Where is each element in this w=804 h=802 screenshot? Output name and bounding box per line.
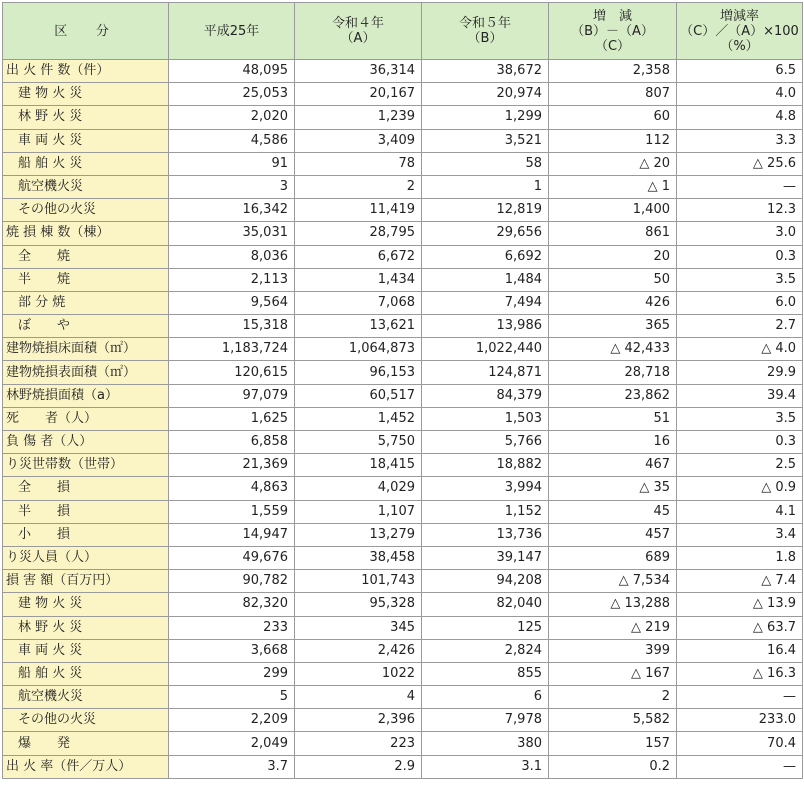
row-label: 半 焼 bbox=[3, 268, 169, 291]
value-cell: 689 bbox=[549, 546, 677, 569]
value-cell: 1,400 bbox=[549, 199, 677, 222]
table-row bbox=[3, 500, 803, 523]
header-r5: 令和５年 （B） bbox=[422, 3, 549, 60]
value-cell: △ 13.9 bbox=[677, 593, 803, 616]
value-cell: △ 219 bbox=[549, 616, 677, 639]
value-cell: 82,320 bbox=[169, 593, 295, 616]
row-label: 部 分 焼 bbox=[3, 291, 169, 314]
value-cell: 60 bbox=[549, 106, 677, 129]
value-cell: 2,426 bbox=[295, 639, 422, 662]
table-row bbox=[3, 83, 803, 106]
value-cell: 6.5 bbox=[677, 60, 803, 83]
value-cell: △ 4.0 bbox=[677, 338, 803, 361]
row-label: り災人員（人） bbox=[3, 546, 169, 569]
value-cell: 13,736 bbox=[422, 523, 549, 546]
header-change: 増 減 （B）－（A） （C） bbox=[549, 3, 677, 60]
row-label: 出 火 率（件／万人） bbox=[3, 755, 169, 778]
value-cell: 20,974 bbox=[422, 83, 549, 106]
value-cell: △ 63.7 bbox=[677, 616, 803, 639]
value-cell: 21,369 bbox=[169, 454, 295, 477]
header-row bbox=[3, 3, 803, 60]
value-cell: 18,882 bbox=[422, 454, 549, 477]
value-cell: 25,053 bbox=[169, 83, 295, 106]
table-row bbox=[3, 546, 803, 569]
table-row bbox=[3, 268, 803, 291]
value-cell: 120,615 bbox=[169, 361, 295, 384]
value-cell: 3.3 bbox=[677, 129, 803, 152]
value-cell: 1022 bbox=[295, 662, 422, 685]
value-cell: 13,986 bbox=[422, 315, 549, 338]
value-cell: 233.0 bbox=[677, 709, 803, 732]
table-row bbox=[3, 662, 803, 685]
header-h25: 平成25年 bbox=[169, 3, 295, 60]
value-cell: △ 25.6 bbox=[677, 152, 803, 175]
value-cell: 3.5 bbox=[677, 407, 803, 430]
value-cell: 49,676 bbox=[169, 546, 295, 569]
value-cell: 16,342 bbox=[169, 199, 295, 222]
row-label: その他の火災 bbox=[3, 709, 169, 732]
table-row bbox=[3, 338, 803, 361]
value-cell: 1,152 bbox=[422, 500, 549, 523]
row-label: 船 舶 火 災 bbox=[3, 662, 169, 685]
value-cell: 7,068 bbox=[295, 291, 422, 314]
value-cell: 36,314 bbox=[295, 60, 422, 83]
value-cell: 5,582 bbox=[549, 709, 677, 732]
value-cell: 58 bbox=[422, 152, 549, 175]
value-cell: 20,167 bbox=[295, 83, 422, 106]
value-cell: 2,020 bbox=[169, 106, 295, 129]
value-cell: △ 16.3 bbox=[677, 662, 803, 685]
value-cell: 5 bbox=[169, 686, 295, 709]
value-cell: 4,863 bbox=[169, 477, 295, 500]
table-row bbox=[3, 709, 803, 732]
row-label: 爆 発 bbox=[3, 732, 169, 755]
value-cell: 78 bbox=[295, 152, 422, 175]
value-cell: 2,049 bbox=[169, 732, 295, 755]
table-row bbox=[3, 570, 803, 593]
row-label: 航空機火災 bbox=[3, 686, 169, 709]
row-label: 負 傷 者（人） bbox=[3, 431, 169, 454]
value-cell: 14,947 bbox=[169, 523, 295, 546]
value-cell: 1,559 bbox=[169, 500, 295, 523]
value-cell: 807 bbox=[549, 83, 677, 106]
value-cell: 3,994 bbox=[422, 477, 549, 500]
table-row bbox=[3, 593, 803, 616]
value-cell: 39.4 bbox=[677, 384, 803, 407]
value-cell: 1,434 bbox=[295, 268, 422, 291]
table-row bbox=[3, 732, 803, 755]
table-row bbox=[3, 129, 803, 152]
value-cell: 6.0 bbox=[677, 291, 803, 314]
value-cell: 125 bbox=[422, 616, 549, 639]
value-cell: 45 bbox=[549, 500, 677, 523]
value-cell: △ 7,534 bbox=[549, 570, 677, 593]
value-cell: 1.8 bbox=[677, 546, 803, 569]
row-label: 建物焼損床面積（㎡） bbox=[3, 338, 169, 361]
table-row bbox=[3, 431, 803, 454]
value-cell: 399 bbox=[549, 639, 677, 662]
value-cell: 1,183,724 bbox=[169, 338, 295, 361]
value-cell: 2,358 bbox=[549, 60, 677, 83]
value-cell: 101,743 bbox=[295, 570, 422, 593]
value-cell: 1,064,873 bbox=[295, 338, 422, 361]
value-cell: 3.5 bbox=[677, 268, 803, 291]
value-cell: 6,692 bbox=[422, 245, 549, 268]
value-cell: 3 bbox=[169, 175, 295, 198]
value-cell: 28,718 bbox=[549, 361, 677, 384]
value-cell: 84,379 bbox=[422, 384, 549, 407]
value-cell: 0.3 bbox=[677, 245, 803, 268]
value-cell: 1 bbox=[422, 175, 549, 198]
value-cell: 1,299 bbox=[422, 106, 549, 129]
value-cell: 51 bbox=[549, 407, 677, 430]
value-cell: 3,668 bbox=[169, 639, 295, 662]
value-cell: 70.4 bbox=[677, 732, 803, 755]
table-row bbox=[3, 639, 803, 662]
value-cell: 50 bbox=[549, 268, 677, 291]
value-cell: 90,782 bbox=[169, 570, 295, 593]
value-cell: — bbox=[677, 686, 803, 709]
value-cell: 6 bbox=[422, 686, 549, 709]
row-label: 損 害 額（百万円） bbox=[3, 570, 169, 593]
value-cell: 3.4 bbox=[677, 523, 803, 546]
value-cell: 1,452 bbox=[295, 407, 422, 430]
value-cell: △ 167 bbox=[549, 662, 677, 685]
value-cell: 2,113 bbox=[169, 268, 295, 291]
header-r4: 令和４年 （A） bbox=[295, 3, 422, 60]
row-label: 小 損 bbox=[3, 523, 169, 546]
value-cell: △ 13,288 bbox=[549, 593, 677, 616]
value-cell: 457 bbox=[549, 523, 677, 546]
value-cell: — bbox=[677, 175, 803, 198]
value-cell: 1,484 bbox=[422, 268, 549, 291]
table-row bbox=[3, 199, 803, 222]
value-cell: 345 bbox=[295, 616, 422, 639]
value-cell: 12,819 bbox=[422, 199, 549, 222]
value-cell: 0.2 bbox=[549, 755, 677, 778]
value-cell: 23,862 bbox=[549, 384, 677, 407]
value-cell: △ 1 bbox=[549, 175, 677, 198]
value-cell: 29,656 bbox=[422, 222, 549, 245]
table-row bbox=[3, 616, 803, 639]
value-cell: — bbox=[677, 755, 803, 778]
value-cell: 5,766 bbox=[422, 431, 549, 454]
value-cell: 4 bbox=[295, 686, 422, 709]
row-label: その他の火災 bbox=[3, 199, 169, 222]
value-cell: 157 bbox=[549, 732, 677, 755]
table-row bbox=[3, 523, 803, 546]
table-row bbox=[3, 686, 803, 709]
table-row bbox=[3, 152, 803, 175]
row-label: 焼 損 棟 数（棟） bbox=[3, 222, 169, 245]
row-label: ぼ や bbox=[3, 315, 169, 338]
value-cell: 48,095 bbox=[169, 60, 295, 83]
value-cell: 1,107 bbox=[295, 500, 422, 523]
value-cell: 3,409 bbox=[295, 129, 422, 152]
value-cell: △ 0.9 bbox=[677, 477, 803, 500]
value-cell: 91 bbox=[169, 152, 295, 175]
value-cell: 38,458 bbox=[295, 546, 422, 569]
value-cell: 4.0 bbox=[677, 83, 803, 106]
value-cell: 13,621 bbox=[295, 315, 422, 338]
row-label: り災世帯数（世帯） bbox=[3, 454, 169, 477]
value-cell: 7,494 bbox=[422, 291, 549, 314]
value-cell: 2.9 bbox=[295, 755, 422, 778]
value-cell: 299 bbox=[169, 662, 295, 685]
value-cell: 13,279 bbox=[295, 523, 422, 546]
value-cell: 95,328 bbox=[295, 593, 422, 616]
row-label: 建 物 火 災 bbox=[3, 83, 169, 106]
value-cell: 1,503 bbox=[422, 407, 549, 430]
value-cell: 82,040 bbox=[422, 593, 549, 616]
fire-statistics-table bbox=[2, 2, 803, 779]
row-label: 林野焼損面積（a） bbox=[3, 384, 169, 407]
table-body bbox=[3, 60, 803, 779]
value-cell: 855 bbox=[422, 662, 549, 685]
value-cell: 861 bbox=[549, 222, 677, 245]
value-cell: 380 bbox=[422, 732, 549, 755]
value-cell: 426 bbox=[549, 291, 677, 314]
value-cell: 4,586 bbox=[169, 129, 295, 152]
value-cell: 38,672 bbox=[422, 60, 549, 83]
row-label: 建物焼損表面積（㎡） bbox=[3, 361, 169, 384]
value-cell: 4.1 bbox=[677, 500, 803, 523]
row-label: 航空機火災 bbox=[3, 175, 169, 198]
row-label: 林 野 火 災 bbox=[3, 106, 169, 129]
value-cell: 4.8 bbox=[677, 106, 803, 129]
value-cell: 96,153 bbox=[295, 361, 422, 384]
value-cell: 2 bbox=[549, 686, 677, 709]
value-cell: 15,318 bbox=[169, 315, 295, 338]
value-cell: 16.4 bbox=[677, 639, 803, 662]
value-cell: 9,564 bbox=[169, 291, 295, 314]
value-cell: 12.3 bbox=[677, 199, 803, 222]
value-cell: 20 bbox=[549, 245, 677, 268]
value-cell: 11,419 bbox=[295, 199, 422, 222]
value-cell: 3.0 bbox=[677, 222, 803, 245]
value-cell: 0.3 bbox=[677, 431, 803, 454]
table-row bbox=[3, 106, 803, 129]
row-label: 車 両 火 災 bbox=[3, 639, 169, 662]
value-cell: 2,396 bbox=[295, 709, 422, 732]
value-cell: 35,031 bbox=[169, 222, 295, 245]
table-row bbox=[3, 175, 803, 198]
value-cell: △ 20 bbox=[549, 152, 677, 175]
value-cell: 467 bbox=[549, 454, 677, 477]
value-cell: 2.5 bbox=[677, 454, 803, 477]
value-cell: 124,871 bbox=[422, 361, 549, 384]
value-cell: 3.1 bbox=[422, 755, 549, 778]
value-cell: 2,824 bbox=[422, 639, 549, 662]
row-label: 船 舶 火 災 bbox=[3, 152, 169, 175]
value-cell: △ 7.4 bbox=[677, 570, 803, 593]
row-label: 全 損 bbox=[3, 477, 169, 500]
table-row bbox=[3, 755, 803, 778]
value-cell: 7,978 bbox=[422, 709, 549, 732]
row-label: 車 両 火 災 bbox=[3, 129, 169, 152]
value-cell: 1,625 bbox=[169, 407, 295, 430]
header-change-rate: 増減率 （C）／（A）×100 （%） bbox=[677, 3, 803, 60]
value-cell: 97,079 bbox=[169, 384, 295, 407]
value-cell: 1,022,440 bbox=[422, 338, 549, 361]
row-label: 林 野 火 災 bbox=[3, 616, 169, 639]
value-cell: 8,036 bbox=[169, 245, 295, 268]
value-cell: 4,029 bbox=[295, 477, 422, 500]
value-cell: 6,858 bbox=[169, 431, 295, 454]
value-cell: 2 bbox=[295, 175, 422, 198]
value-cell: 112 bbox=[549, 129, 677, 152]
table-row bbox=[3, 384, 803, 407]
value-cell: 28,795 bbox=[295, 222, 422, 245]
value-cell: 365 bbox=[549, 315, 677, 338]
table-row bbox=[3, 361, 803, 384]
value-cell: 1,239 bbox=[295, 106, 422, 129]
row-label: 半 損 bbox=[3, 500, 169, 523]
value-cell: △ 35 bbox=[549, 477, 677, 500]
value-cell: △ 42,433 bbox=[549, 338, 677, 361]
value-cell: 223 bbox=[295, 732, 422, 755]
table-row bbox=[3, 60, 803, 83]
row-label: 全 焼 bbox=[3, 245, 169, 268]
table-row bbox=[3, 315, 803, 338]
row-label: 死 者（人） bbox=[3, 407, 169, 430]
row-label: 建 物 火 災 bbox=[3, 593, 169, 616]
value-cell: 3,521 bbox=[422, 129, 549, 152]
table-row bbox=[3, 222, 803, 245]
value-cell: 3.7 bbox=[169, 755, 295, 778]
value-cell: 2,209 bbox=[169, 709, 295, 732]
value-cell: 60,517 bbox=[295, 384, 422, 407]
value-cell: 29.9 bbox=[677, 361, 803, 384]
value-cell: 6,672 bbox=[295, 245, 422, 268]
table-row bbox=[3, 477, 803, 500]
row-label: 出 火 件 数（件） bbox=[3, 60, 169, 83]
header-category: 区 分 bbox=[3, 3, 169, 60]
value-cell: 5,750 bbox=[295, 431, 422, 454]
value-cell: 16 bbox=[549, 431, 677, 454]
value-cell: 94,208 bbox=[422, 570, 549, 593]
value-cell: 2.7 bbox=[677, 315, 803, 338]
value-cell: 233 bbox=[169, 616, 295, 639]
table-row bbox=[3, 407, 803, 430]
value-cell: 18,415 bbox=[295, 454, 422, 477]
value-cell: 39,147 bbox=[422, 546, 549, 569]
table-row bbox=[3, 291, 803, 314]
table-row bbox=[3, 454, 803, 477]
table-row bbox=[3, 245, 803, 268]
